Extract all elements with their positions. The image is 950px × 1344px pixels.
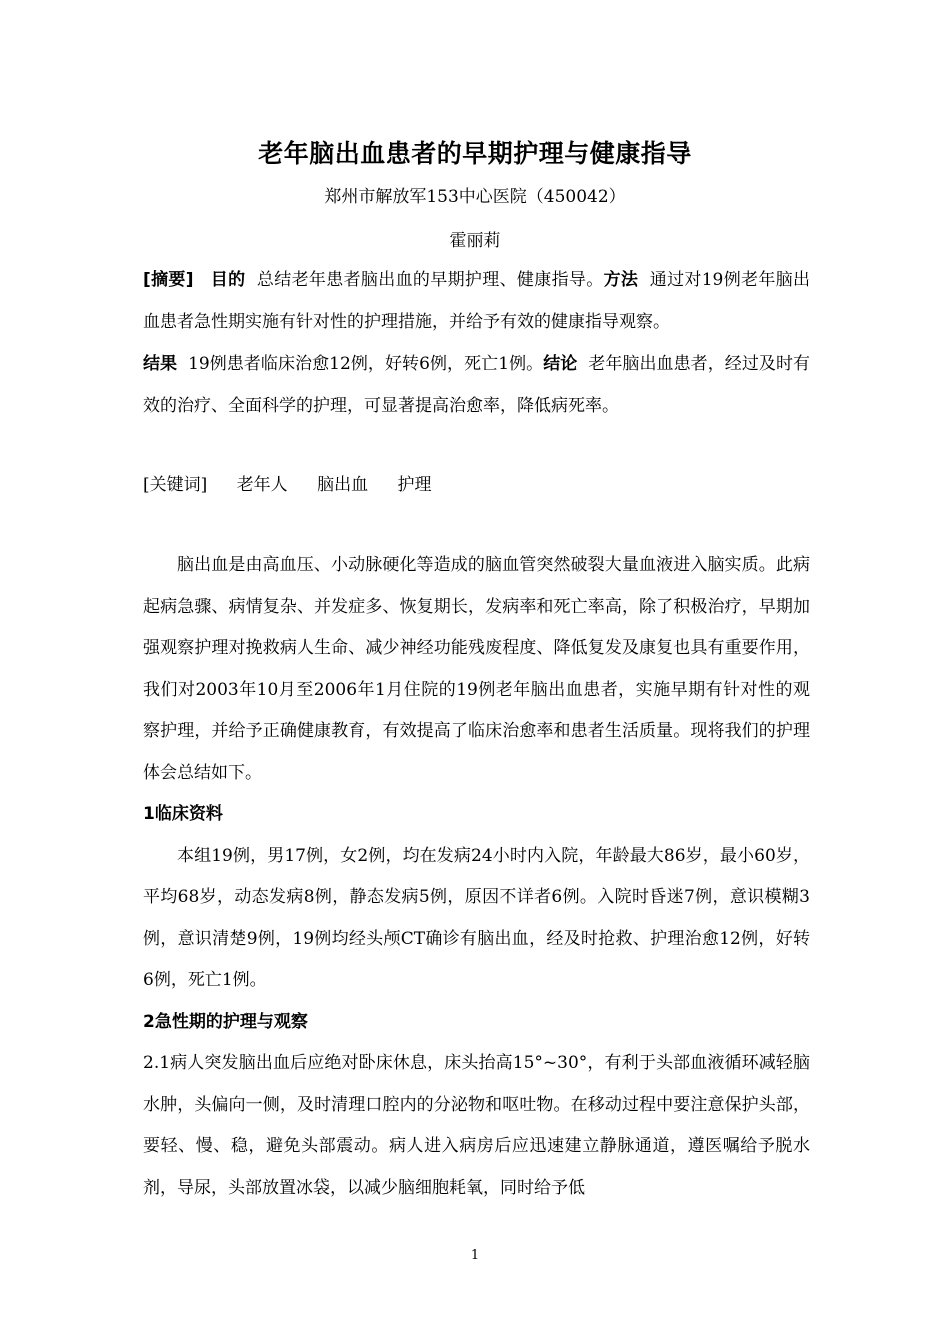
article-title: 老年脑出血患者的早期护理与健康指导 bbox=[258, 139, 692, 168]
result-text: 19例患者临床治愈12例，好转6例，死亡1例。 bbox=[188, 354, 544, 374]
result-label: 结果 bbox=[143, 354, 178, 374]
abstract-block bbox=[143, 259, 810, 427]
section-heading: 1临床资料 bbox=[143, 804, 223, 824]
keyword-item: 老年人 bbox=[236, 475, 288, 495]
section-heading: 2急性期的护理与观察 bbox=[143, 1011, 308, 1032]
body-text bbox=[143, 545, 810, 1209]
section-paragraph: 本组19例，男17例，女2例，均在发病24小时内入院，年龄最大86岁，最小60岁，平均68岁，动态发病8例，静态发病5例，原因不详者6例。入院时昏迷7例，意识模糊3例，意识清楚9例，19例均经头颅CT确诊有脑出血，经及时抢救、护理治愈12例，好转6例，死亡1例。 bbox=[143, 845, 810, 990]
method-label: 方法 bbox=[603, 270, 639, 290]
objective-label: 目的 bbox=[210, 270, 246, 290]
conclusion-label: 结论 bbox=[543, 354, 578, 374]
method-text: 通过对19例老年脑出血患者急性期实施有针对性的护理措施，并给予有效的健康指导观察。 bbox=[143, 270, 811, 332]
author-name: 霍丽莉 bbox=[449, 231, 501, 251]
intro-paragraph: 脑出血是由高血压、小动脉硬化等造成的脑血管突然破裂大量血液进入脑实质。此病起病急骤、病情复杂、并发症多、恢复期长，发病率和死亡率高，除了积极治疗，早期加强观察护理对挽救病人生命、减少神经功能残废程度、降低复发及康复也具有重要作用，我们对2003年10月至2006年1月住院的19例老年脑出血患者，实施早期有针对性的观察护理，并给予正确健康教育，有效提高了临床治愈率和患者生活质量。现将我们的护理体会总结如下。 bbox=[143, 555, 810, 783]
author-affiliation: 郑州市解放军153中心医院（450042） bbox=[324, 187, 626, 207]
page-number: 1 bbox=[470, 1248, 480, 1263]
keywords-label: [关键词] bbox=[143, 475, 208, 495]
keyword-item: 脑出血 bbox=[317, 475, 369, 495]
abstract-label: [摘要] bbox=[143, 270, 194, 290]
section-paragraph: 2.1病人突发脑出血后应绝对卧床休息，床头抬高15°~30°，有利于头部血液循环减轻脑水肿，头偏向一侧，及时清理口腔内的分泌物和呕吐物。在移动过程中要注意保护头部，要轻、慢、稳，避免头部震动。病人进入病房后应迅速建立静脉通道，遵医嘱给予脱水剂，导尿，头部放置冰袋，以减少脑细胞耗氧，同时给予低 bbox=[143, 1053, 810, 1198]
objective-text: 总结老年患者脑出血的早期护理、健康指导。 bbox=[256, 270, 604, 290]
keyword-item: 护理 bbox=[397, 475, 432, 495]
keywords-block bbox=[143, 464, 810, 506]
conclusion-text: 老年脑出血患者，经过及时有效的治疗、全面科学的护理，可显著提高治愈率，降低病死率。 bbox=[143, 354, 811, 416]
